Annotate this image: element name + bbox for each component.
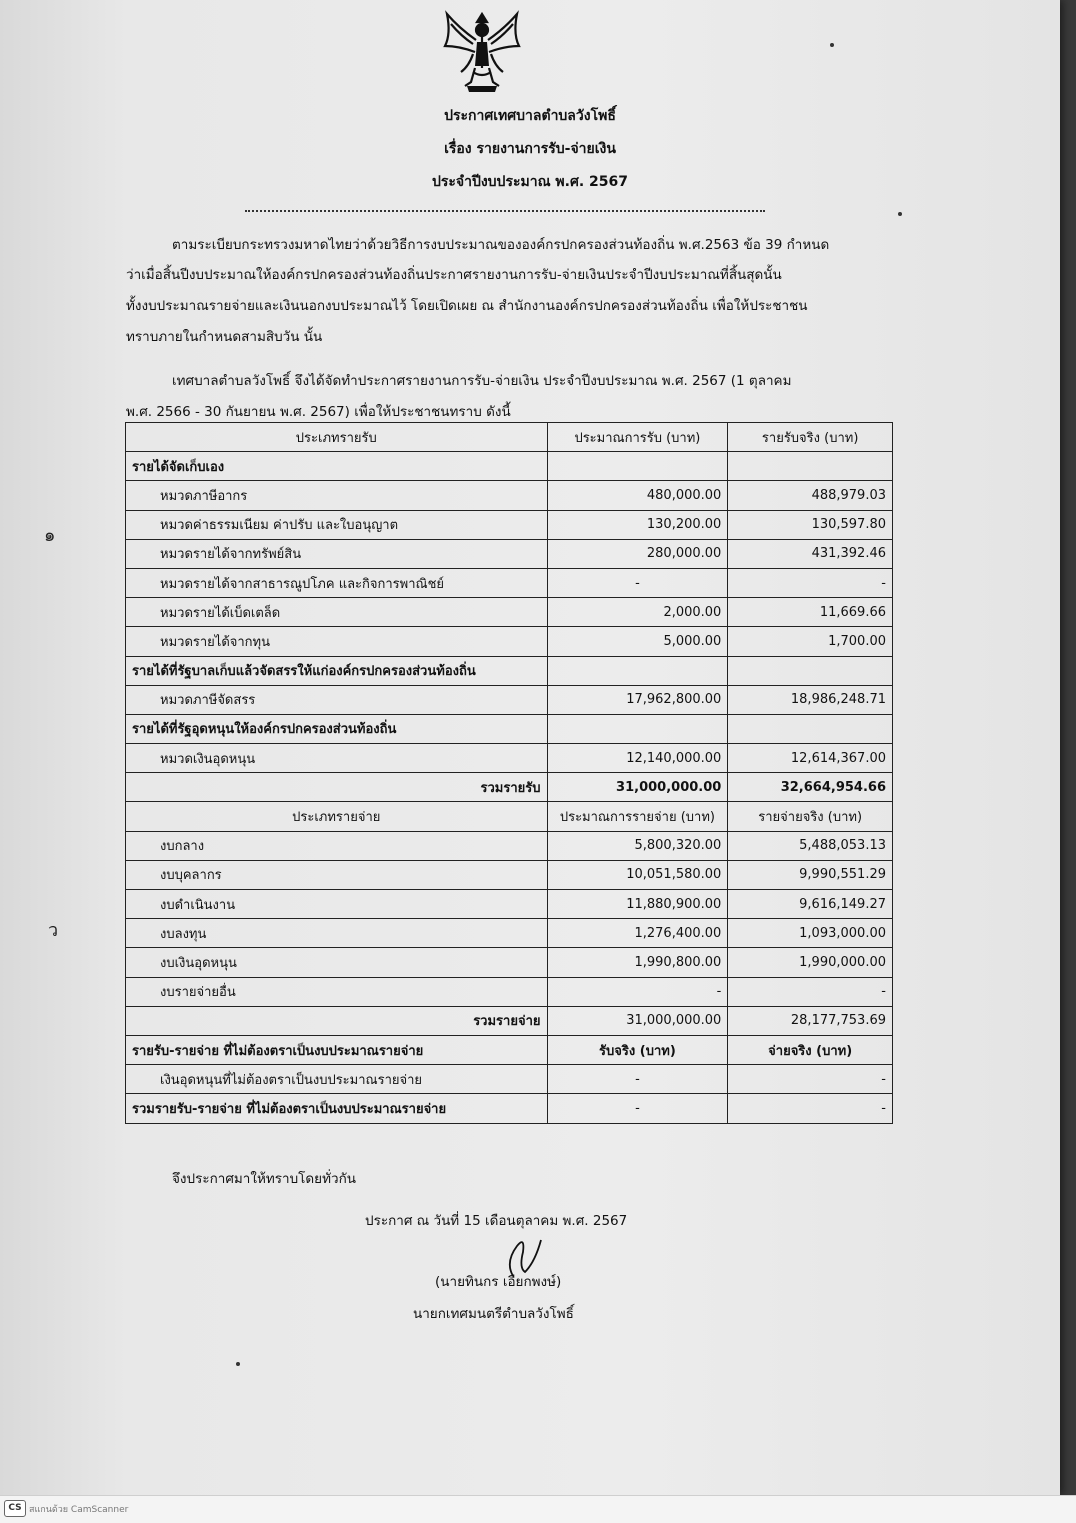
camscanner-logo: CS [4,1500,26,1517]
row-actual: 9,616,149.27 [728,890,893,919]
total-actual: 32,664,954.66 [728,773,893,802]
speck [898,212,902,216]
row-actual: - [728,977,893,1006]
row-estimate: 12,140,000.00 [547,744,728,773]
table-header-row [126,423,893,452]
row-label: หมวดภาษีอากร [126,481,548,510]
row-estimate: 5,800,320.00 [547,831,728,860]
doc-subject: เรื่อง รายงานการรับ-จ่ายเงิน [444,141,616,157]
table-header-row [126,802,893,831]
row-estimate: 11,880,900.00 [547,890,728,919]
speck [830,43,834,47]
row-estimate: 280,000.00 [547,539,728,568]
row-estimate: 10,051,580.00 [547,860,728,889]
row-actual: 431,392.46 [728,539,893,568]
intro-line: ว่าเมื่อสิ้นปีงบประมาณให้องค์กรปกครองส่วนท้องถิ่นประกาศรายงานการรับ-จ่ายเงินประจำปีงบประมาณที่สิ้นสุดนั้น [126,267,782,283]
total-actual: 28,177,753.69 [728,1006,893,1035]
table-header-cell: รายรับจริง (บาท) [728,423,893,452]
row-estimate: 1,990,800.00 [547,948,728,977]
total-label: รวมรายรับ-รายจ่าย ที่ไม่ต้องตราเป็นงบประมาณรายจ่าย [126,1094,548,1123]
row-actual: 12,614,367.00 [728,744,893,773]
row-actual: - [728,568,893,597]
table-header-cell: รายรับ-รายจ่าย ที่ไม่ต้องตราเป็นงบประมาณรายจ่าย [126,1035,548,1064]
row-label: หมวดรายได้เบ็ดเตล็ด [126,598,548,627]
margin-mark: ๑ [44,525,56,546]
row-actual: 1,990,000.00 [728,948,893,977]
group-title: รายได้ที่รัฐบาลเก็บแล้วจัดสรรให้แก่องค์กรปกครองส่วนท้องถิ่น [126,656,548,685]
speck [236,1362,240,1366]
total-label: รวมรายจ่าย [126,1006,548,1035]
table-row [126,948,893,977]
table-row [126,890,893,919]
row-actual: - [728,1065,893,1094]
doc-title: ประกาศเทศบาลตำบลวังโพธิ์ [444,108,616,124]
row-actual: 488,979.03 [728,481,893,510]
table-header-cell: ประเภทรายรับ [126,423,548,452]
row-actual: 1,093,000.00 [728,919,893,948]
table-header-cell: รับจริง (บาท) [547,1035,728,1064]
row-estimate: 130,200.00 [547,510,728,539]
row-estimate: 5,000.00 [547,627,728,656]
intro-line: ทั้งงบประมาณรายจ่ายและเงินนอกงบประมาณไว้ โดยเปิดเผย ณ สำนักงานองค์กรปกครองส่วนท้องถิ่น เพื่อให้ประชาชน [126,298,808,314]
table-header-cell: จ่ายจริง (บาท) [728,1035,893,1064]
row-label: งบบุคลากร [126,860,548,889]
table-row [126,744,893,773]
table-row [126,627,893,656]
row-label: เงินอุดหนุนที่ไม่ต้องตราเป็นงบประมาณรายจ่าย [126,1065,548,1094]
intro-line: ทราบภายในกำหนดสามสิบวัน นั้น [126,329,323,345]
total-actual: - [728,1094,893,1123]
row-label: งบดำเนินงาน [126,890,548,919]
row-label: หมวดรายได้จากสาธารณูปโภค และกิจการพาณิชย์ [126,568,548,597]
total-estimate: 31,000,000.00 [547,1006,728,1035]
row-estimate: - [547,977,728,1006]
table-row [126,919,893,948]
row-label: หมวดเงินอุดหนุน [126,744,548,773]
garuda-emblem-icon [437,6,527,96]
group-title: รายได้จัดเก็บเอง [126,452,548,481]
table-row [126,685,893,714]
dotted-divider [245,204,765,212]
row-label: งบกลาง [126,831,548,860]
table-header-cell: ประเภทรายจ่าย [126,802,548,831]
row-estimate: 480,000.00 [547,481,728,510]
receipt-expense-table [125,422,893,1124]
expense-total-row [126,1006,893,1035]
signer-name: (นายทินกร เอียกพงษ์) [435,1274,562,1290]
row-label: หมวดค่าธรรมเนียม ค่าปรับ และใบอนุญาต [126,510,548,539]
table-header-cell: ประมาณการรายจ่าย (บาท) [547,802,728,831]
margin-mark: ว [48,920,59,941]
signer-position: นายกเทศมนตรีตำบลวังโพธิ์ [413,1306,574,1322]
row-actual: 18,986,248.71 [728,685,893,714]
scanner-footer [0,1495,1076,1523]
row-label: งบรายจ่ายอื่น [126,977,548,1006]
row-estimate: 17,962,800.00 [547,685,728,714]
table-row [126,831,893,860]
announce-date: ประกาศ ณ วันที่ 15 เดือนตุลาคม พ.ศ. 2567 [365,1213,628,1229]
table-row [126,510,893,539]
row-actual: 5,488,053.13 [728,831,893,860]
table-header-row [126,1035,893,1064]
closing-announce: จึงประกาศมาให้ทราบโดยทั่วกัน [172,1171,356,1187]
table-group-row [126,656,893,685]
row-estimate: - [547,1065,728,1094]
row-actual: 9,990,551.29 [728,860,893,889]
row-label: หมวดภาษีจัดสรร [126,685,548,714]
table-group-row [126,452,893,481]
row-label: งบเงินอุดหนุน [126,948,548,977]
table-row [126,481,893,510]
row-actual: 11,669.66 [728,598,893,627]
doc-fiscal-year: ประจำปีงบประมาณ พ.ศ. 2567 [431,174,629,190]
row-estimate: - [547,568,728,597]
row-actual: 1,700.00 [728,627,893,656]
intro-line: เทศบาลตำบลวังโพธิ์ จึงได้จัดทำประกาศรายงานการรับ-จ่ายเงิน ประจำปีงบประมาณ พ.ศ. 2567 (1 ตุลาคม [172,373,792,389]
group-title: รายได้ที่รัฐอุดหนุนให้องค์กรปกครองส่วนท้องถิ่น [126,714,548,743]
total-estimate: 31,000,000.00 [547,773,728,802]
income-total-row [126,773,893,802]
intro-line: ตามระเบียบกระทรวงมหาดไทยว่าด้วยวิธีการงบประมาณขององค์กรปกครองส่วนท้องถิ่น พ.ศ.2563 ข้อ 39 กำหนด [172,237,830,253]
table-header-cell: ประมาณการรับ (บาท) [547,423,728,452]
row-label: งบลงทุน [126,919,548,948]
total-label: รวมรายรับ [126,773,548,802]
table-row [126,1065,893,1094]
row-estimate: 2,000.00 [547,598,728,627]
camscanner-text: สแกนด้วย CamScanner [29,1505,129,1515]
row-label: หมวดรายได้จากทุน [126,627,548,656]
table-group-row [126,714,893,743]
row-label: หมวดรายได้จากทรัพย์สิน [126,539,548,568]
row-estimate: 1,276,400.00 [547,919,728,948]
intro-line: พ.ศ. 2566 - 30 กันยายน พ.ศ. 2567) เพื่อให้ประชาชนทราบ ดังนี้ [126,404,511,420]
row-actual: 130,597.80 [728,510,893,539]
total-estimate: - [547,1094,728,1123]
table-row [126,860,893,889]
table-row [126,568,893,597]
offbudget-total-row [126,1094,893,1123]
table-row [126,977,893,1006]
table-row [126,539,893,568]
table-header-cell: รายจ่ายจริง (บาท) [728,802,893,831]
table-row [126,598,893,627]
